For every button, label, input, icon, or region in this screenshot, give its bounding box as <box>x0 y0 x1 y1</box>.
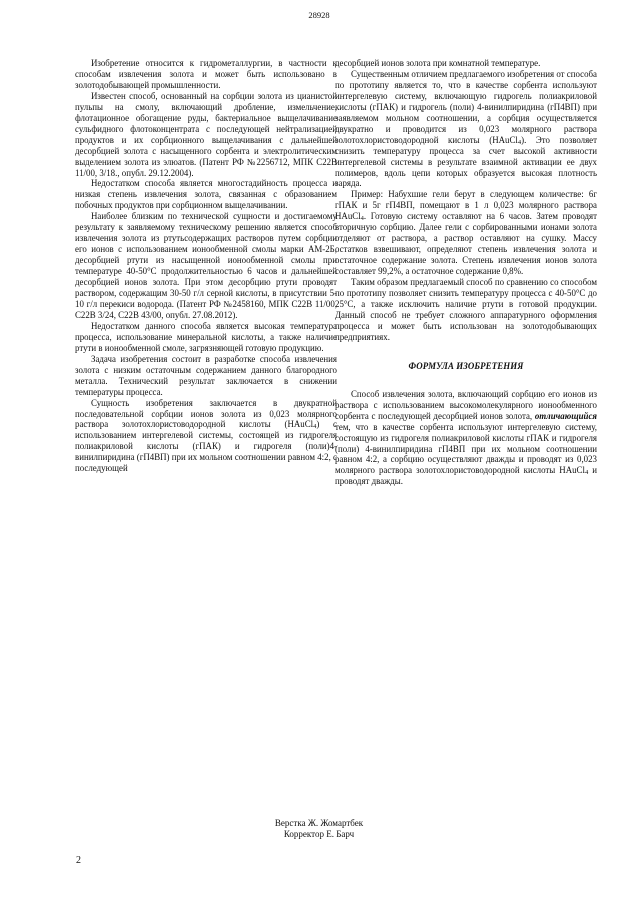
paragraph: Сущность изобретения заключается в двукратной последовательной сорбции ионов золота из 0,023 молярного раствора золотохлористоводородной кислоты (HAuCl$_4$) с использованием интергелевой системы, состоящей из гидрогеля полиакриловой кислоты (гПАК) и гидрогеля (поли)4-винилпиридина (гП4ВП) при их мольном соотношении равном 4:2, с последующей <box>75 397 337 474</box>
paragraph: Пример: Набухшие гели берут в следующем количестве: 6г гПАК и 5г гП4ВП, помещают в 1 л 0,023 молярного раствора HAuCl$_4$. Готовую систему оставляют на 6 часов. Затем проводят вторичную сорбцию. Далее гели с сорбированными ионами золота отделяют от раствора, а раствор оставляют на сушку. Массу остатков взвешивают, определяют степень извлечения золота и остаточное содержание золота. Степень извлечения ионов золота составляет 99,2%, а остаточное содержание 0,8%. <box>335 189 597 277</box>
paragraph: Наиболее близким по технической сущности и достигаемому результату к заявляемому техническому решению является способ извлечения золота из ртутьсодержащих растворов путем сорбции его ионов с использованием ионообменной смолы марки АМ-2Б, десорбцией ртути из насыщенной ионообменной смолы при температуре 40-50°С продолжительностью 6 часов и дальнейшей десорбцией ионов золота. При этом десорбцию ртути проводят раствором, содержащим 30-50 г/л серной кислоты, в присутствии 5-10 г/л перекиси водорода. (Патент РФ №2458160, МПК С22В 11/00, С22В 3/24, С22В 43/00, опубл. 27.08.2012). <box>75 211 337 320</box>
right-column <box>335 58 597 487</box>
paragraph: Недостатком данного способа является высокая температура процесса, использование минеральной кислоты, а также наличие ртути в ионообменной смоле, загрязняющей готовую продукцию. <box>75 320 337 353</box>
paragraph: Изобретение относится к гидрометаллургии, в частности к способам извлечения золота и может быть использовано в золотодобывающей промышленности. <box>75 58 337 90</box>
page-number-top: 28928 <box>308 10 330 20</box>
page-number-bottom: 2 <box>76 855 81 866</box>
claim-text-after: тем, что в качестве сорбента используют интергелевую систему, состоящую из гидрогеля полиакриловой кислоты гПАК и гидрогеля (поли) 4-винилпиридина гП4ВП при их мольном соотношении равном 4:2, а сорбцию осуществляют дважды и проводят из 0,023 молярного раствора золотохлористоводородной кислоты HAuCl$_4$ и проводят дважды. <box>335 421 597 487</box>
claims-title: ФОРМУЛА ИЗОБРЕТЕНИЯ <box>408 360 524 371</box>
paragraph: Существенным отличием предлагаемого изобретения от способа по прототипу является то, что в качестве сорбента используют интергелевую систему, включающую гидрогель полиакриловой кислоты (гПАК) и гидрогель (поли) 4-винилпиридина (гП4ВП) при заявляемом мольном соотношении, а сорбция осуществляется двукратно и проводится из 0,023 молярного раствора золотохлористоводородной кислоты (HAuCl$_4$). Это позволяет снизить температуру процесса за счет высокой активности интергелевой системы в результате взаимной активации ее двух полимеров, вдоль цепи которых образуется высокая плотность заряда. <box>335 68 597 189</box>
footer <box>0 818 638 840</box>
claim-emphasis: отличающийся <box>534 410 597 421</box>
corrector-credit: Корректор Е. Барч <box>283 829 355 839</box>
paragraph: десорбцией ионов золота при комнатной температуре. <box>335 58 541 68</box>
layout-credit: Верстка Ж. Жомартбек <box>274 818 364 828</box>
paragraph: Таким образом предлагаемый способ по сравнению со способом по прототипу позволяет снизить температуру процесса с 40-50°С до 25°С, а также исключить наличие ртути в готовой продукции. Данный способ не требует сложного аппаратурного оформления процесса и может быть использован на золотодобывающих предприятиях. <box>335 277 597 342</box>
claim-text-before: Способ извлечения золота, включающий сорбцию его ионов из раствора с использованием высокомолекулярного ионообменного сорбента с последующей десорбцией ионов золота, <box>335 388 597 421</box>
claim-paragraph <box>335 389 597 488</box>
paragraph: Недостатком способа является многостадийность процесса и низкая степень извлечения золота, связанная с образованием побочных продуктов при сорбционном выщелачивании. <box>75 178 337 211</box>
left-column <box>75 58 337 474</box>
paragraph: Задача изобретения состоит в разработке способа извлечения золота с низким остаточным содержанием данного благородного металла. Технический результат заключается в снижении температуры процесса. <box>75 353 337 397</box>
paragraph: Известен способ, основанный на сорбции золота из цианистой пульпы на смолу, включающий дробление, измельчение, флотационное обогащение руды, бактериальное выщелачивание сульфидного флотоконцентрата с последующей нейтрализацией продуктов и их сорбционного выщелачивания с дальнейшей десорбцией золота с насыщенного сорбента и электролитическим выделением золота из элюатов. (Патент РФ №2256712, МПК С22В 11/00, 3/18., опубл. 29.12.2004). <box>75 90 337 178</box>
